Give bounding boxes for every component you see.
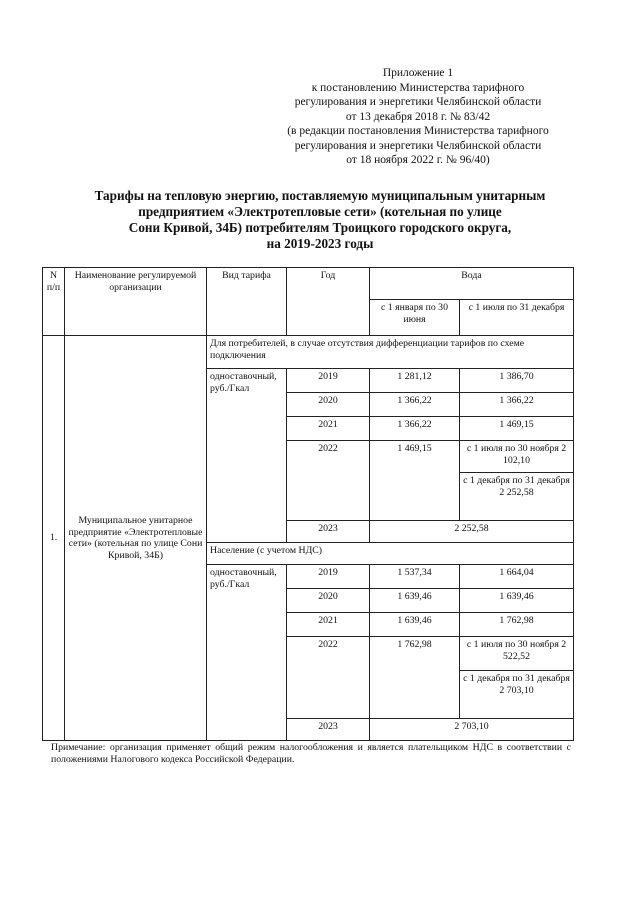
header-tariff-type: Вид тарифа (207, 268, 287, 336)
tariff-type: одноставочный, руб./Гкал (207, 369, 287, 543)
table-row (43, 336, 574, 369)
year-cell: 2023 (287, 719, 370, 741)
header-period-2: с 1 июля по 31 декабря (460, 300, 574, 336)
document-title (40, 188, 600, 252)
value-cell: с 1 декабря по 31 декабря 2 703,10 (460, 671, 574, 719)
value-cell: с 1 декабря по 31 декабря 2 252,58 (460, 473, 574, 521)
appendix-line: от 13 декабря 2018 г. № 83/42 (345, 110, 491, 123)
value-cell: 1 639,46 (370, 613, 460, 637)
header-num: N п/п (43, 268, 65, 336)
value-cell: с 1 июля по 30 ноября 2 102,10 (460, 441, 574, 473)
header-period-1: с 1 января по 30 июня (370, 300, 460, 336)
year-cell: 2021 (287, 417, 370, 441)
year-cell: 2020 (287, 393, 370, 417)
value-cell: 1 664,04 (460, 565, 574, 589)
appendix-block (268, 66, 568, 168)
row-number: 1. (43, 336, 65, 741)
value-cell: 1 469,15 (370, 441, 460, 521)
value-cell: 1 366,22 (370, 417, 460, 441)
year-cell: 2022 (287, 441, 370, 521)
value-cell: 1 366,22 (370, 393, 460, 417)
title-line: Тарифы на тепловую энергию, поставляемую муниципальным унитарным (94, 188, 546, 203)
year-cell: 2020 (287, 589, 370, 613)
year-cell: 2019 (287, 369, 370, 393)
title-line: Сони Кривой, 34Б) потребителям Троицкого городского округа, (128, 220, 512, 235)
footnote: Примечание: организация применяет общий режим налогообложения и является плательщиком НДС в соответствии с положениями Налогового кодекса Российской Федерации. (51, 742, 571, 765)
appendix-line: к постановлению Министерства тарифного (311, 81, 525, 94)
value-cell: 1 639,46 (460, 589, 574, 613)
value-cell: 1 366,22 (460, 393, 574, 417)
value-cell: 1 281,12 (370, 369, 460, 393)
appendix-line: Приложение 1 (382, 67, 454, 79)
year-cell: 2019 (287, 565, 370, 589)
appendix-line: регулирования и энергетики Челябинской области (294, 139, 542, 152)
value-cell: 1 469,15 (460, 417, 574, 441)
organization-name: Муниципальное унитарное предприятие «Электротепловые сети» (котельная по улице Сони Кривой, 34Б) (65, 336, 207, 741)
appendix-line: регулирования и энергетики Челябинской области (294, 96, 542, 108)
title-line: на 2019-2023 годы (266, 236, 374, 251)
title-line: предприятием «Электротепловые сети» (котельная по улице (138, 204, 502, 219)
tariff-type: одноставочный, руб./Гкал (207, 565, 287, 741)
value-cell: 1 762,98 (460, 613, 574, 637)
value-cell: 1 386,70 (460, 369, 574, 393)
value-cell: 1 537,34 (370, 565, 460, 589)
value-cell: с 1 июля по 30 ноября 2 522,52 (460, 637, 574, 671)
year-cell: 2023 (287, 521, 370, 543)
header-org: Наименование регулируемой организации (65, 268, 207, 336)
section-title: Население (с учетом НДС) (207, 543, 574, 565)
year-cell: 2022 (287, 637, 370, 719)
value-cell: 2 703,10 (370, 719, 574, 741)
value-cell: 1 762,98 (370, 637, 460, 719)
value-cell: 1 639,46 (370, 589, 460, 613)
value-cell: 2 252,58 (370, 521, 574, 543)
section-title: Для потребителей, в случае отсутствия дифференциации тарифов по схеме подключения (207, 336, 574, 369)
year-cell: 2021 (287, 613, 370, 637)
tariff-table (42, 267, 574, 741)
header-year: Год (287, 268, 370, 336)
appendix-line: (в редакции постановления Министерства тарифного (287, 125, 549, 137)
header-water: Вода (370, 268, 574, 300)
appendix-line: от 18 ноября 2022 г. № 96/40) (346, 154, 490, 166)
